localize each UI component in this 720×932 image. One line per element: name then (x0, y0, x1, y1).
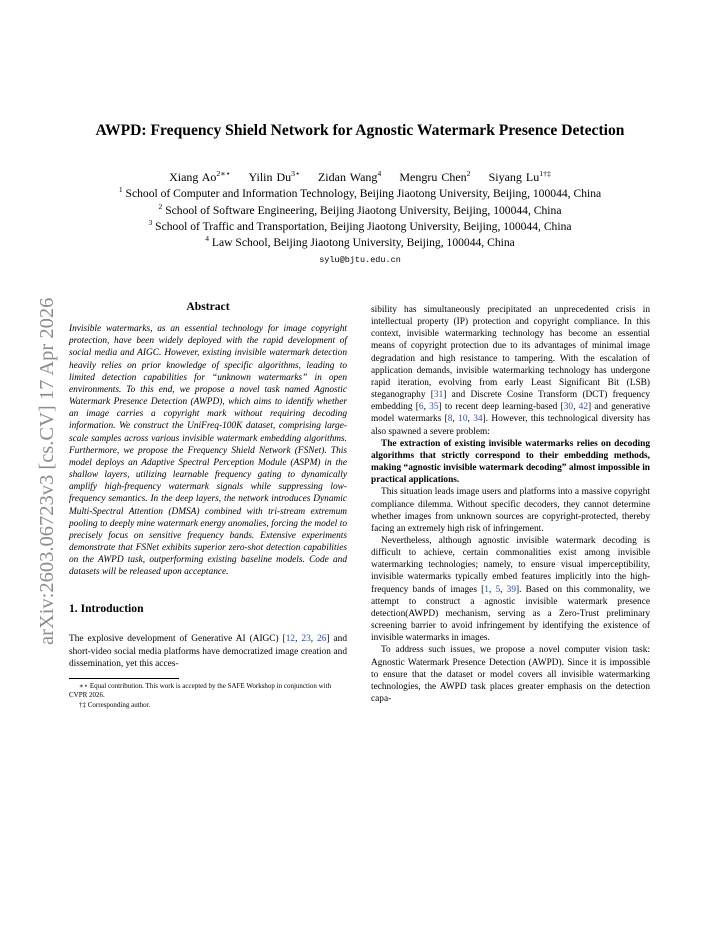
arxiv-identifier: arXiv:2603.06723v3 [cs.CV] 17 Apr 2026 (36, 297, 58, 645)
body-paragraph: This situation leads image users and platforms into a massive copyright compliance dilemma. Without specific decoders, they cannot determine whether images from unknown sources are copyright-protected, thereby facing an extremely high risk of infringement. (371, 487, 650, 534)
intro-paragraph: The explosive development of Generative AI (AIGC) [12, 23, 26] and short-video social media platforms have democratized image creation and dissemination, yet this acces- (69, 634, 348, 669)
author: Mengru Chen$^2$ (399, 169, 471, 184)
author: Zidan Wang$^4$ (317, 169, 382, 184)
citation[interactable]: 10 (458, 414, 468, 425)
citation[interactable]: 26 (317, 634, 327, 645)
author-name: Yilin Du (248, 170, 292, 184)
affiliation: $^4$ Law School, Beijing Jiaotong University, Beijing, 100044, China (205, 234, 515, 249)
footnote-rule (69, 678, 179, 679)
footnote-equal-contribution: ∗⋆ Equal contribution. This work is accepted by the SAFE Workshop in conjunction with CVPR 2026. (69, 682, 332, 700)
citation[interactable]: 42 (578, 402, 588, 413)
abstract-heading: Abstract (186, 300, 230, 313)
author-name: Mengru Chen (399, 170, 467, 184)
contact-email[interactable]: sylu@bjtu.edu.cn (319, 255, 401, 265)
author-list (0, 170, 720, 185)
citation[interactable]: 8 (447, 414, 453, 425)
citation[interactable]: 35 (429, 402, 439, 413)
highlighted-paragraph: The extraction of existing invisible watermarks relies on decoding algorithms that strictly correspond to their embedding methods, making “agnostic invisible watermark decoding” almost impossible in practical applications. (371, 438, 650, 486)
left-column (69, 300, 348, 710)
section-heading: 1. Introduction (69, 602, 144, 616)
paper-title: AWPD: Frequency Shield Network for Agnostic Watermark Presence Detection (95, 122, 625, 139)
author-name: Siyang Lu (488, 170, 540, 184)
footnote-corresponding: †‡ Corresponding author. (79, 701, 151, 710)
citation[interactable]: 12 (285, 634, 296, 645)
body-paragraph: To address such issues, we propose a novel computer vision task: Agnostic Watermark Presence Detection (AWPD). Since it is impossible to ensure that the dataset or model covers all invisible watermarking technologies, the AWPD task places greater emphasis on the detection capa- (371, 645, 650, 704)
citation[interactable]: 6 (418, 402, 424, 413)
author: Yilin $Du^{3⋆}$ (248, 169, 300, 184)
citation[interactable]: 34 (473, 414, 483, 425)
body-paragraph: sibility has simultaneously precipitated an unprecedented crisis in intellectual property (IP) protection and copyright compliance. In this context, invisible watermarking technology has become an essential means of copyright protection due to its advantages of minimal image degradation and high resistance to tampering. With the escalation of application demands, invisible watermarking technology has undergone rapid iteration, evolving from early Least Significant Bit (LSB) steganography [31] and Discrete Cosine Transform (DCT) frequency embedding [6, 35] to recent deep learning-based [30, 42] and generative model watermarks [8, 10, 34]. However, this technological diversity has also spawned a severe problem: (371, 305, 651, 437)
citation[interactable]: 31 (433, 390, 444, 401)
author: Xiang $Ao^{2∗⋆}$ (169, 169, 231, 184)
citation[interactable]: 23 (301, 634, 311, 645)
affiliation: $^3$ School of Traffic and Transportation, Beijing Jiaotong University, Beijing, 100044, China (148, 218, 572, 233)
right-column (371, 304, 650, 705)
abstract-text: Invisible watermarks, as an essential technology for image copyright protection, have been widely deployed with the rapid development of social media and AIGC. However, existing invisible watermark detection heavily relies on prior knowledge of specific algorithms, leading to limited detection capabilities for “unknown watermarks” in open environments. To this end, we propose a novel task named Agnostic Watermark Presence Detection (AWPD), which aims to identify whether an image carries a copyright mark without requiring decoding information. We construct the UniFreq-100K dataset, comprising large-scale samples across various invisible watermark embedding algorithms. Furthermore, we propose the Frequency Shield Network (FSNet). This model deploys an Adaptive Spectral Perception Module (ASPM) in the shallow layers, utilizing learnable frequency gating to dynamically amplify high-frequency watermark signals while suppressing low-frequency semantics. In the deep layers, the network introduces Dynamic Multi-Spectral Attention (DMSA) combined with tri-stream extremum pooling to deeply mine watermark energy anomalies, forcing the model to precisely focus on sensitive frequency bands. Extensive experiments demonstrate that FSNet exhibits superior zero-shot detection capabilities on the AWPD task, outperforming existing baseline models. Code and datasets will be released upon acceptance. (69, 324, 347, 578)
affiliation: $^1$ School of Computer and Information Technology, Beijing Jiaotong University, Beijing, 100044, China (118, 185, 602, 200)
affiliation: $^2$ School of Software Engineering, Beijing Jiaotong University, Beijing, 100044, China (158, 202, 562, 217)
author-name: Xiang Ao (169, 170, 217, 184)
body-paragraph: Nevertheless, although agnostic invisible watermark decoding is difficult to achieve, certain commonalities exist among invisible watermarking technologies; namely, to ensure visual imperceptibility, invisible watermarks typically embed features implicitly into the high-frequency bands of images [1, 5, 39]. Based on this commonality, we attempt to construct a agnostic invisible watermark presence detection(AWPD) mechanism, serving as a Zero-Trust preliminary screening barrier to avoid infringement by identifying the existence of invisible watermarks in images. (371, 535, 651, 644)
author-name: Zidan Wang (317, 170, 378, 184)
author: Siyang $Lu^{1\dagger\ddagger}$ (488, 169, 551, 184)
citation[interactable]: 1 (484, 584, 489, 595)
citation[interactable]: 39 (506, 584, 517, 595)
citation[interactable]: 30 (563, 402, 574, 413)
citation[interactable]: 5 (495, 584, 501, 595)
